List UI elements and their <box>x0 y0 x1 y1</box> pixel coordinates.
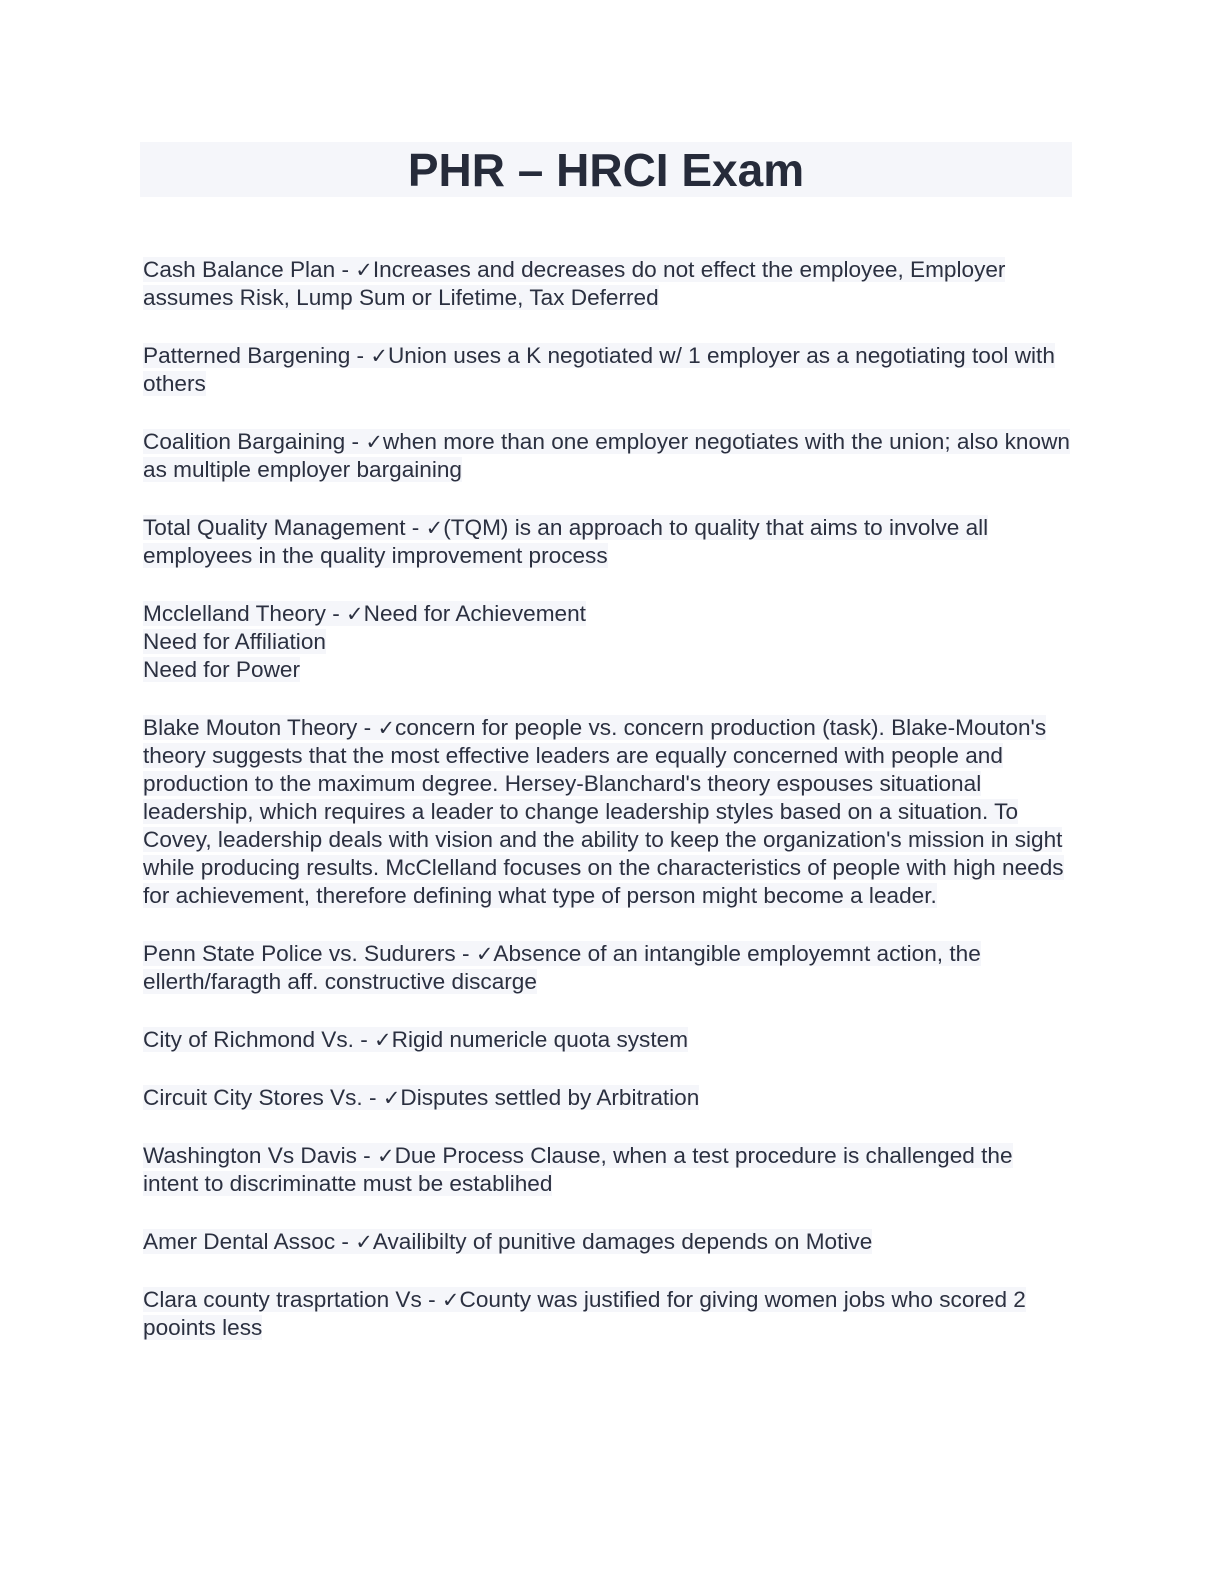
check-mark-icon: ✓ <box>370 344 388 368</box>
flashcard-entry <box>143 1228 1073 1256</box>
flashcard-entry <box>143 342 1073 398</box>
flashcard-entry <box>143 1286 1073 1342</box>
entry-term: Patterned Bargening <box>143 343 351 368</box>
title-band <box>140 142 1072 197</box>
entry-term: Washington Vs Davis <box>143 1143 357 1168</box>
entry-text <box>143 429 1070 482</box>
entry-text <box>143 1287 1026 1340</box>
entry-text <box>143 1143 1013 1196</box>
check-mark-icon: ✓ <box>377 716 396 740</box>
entry-definition: Union uses a K negotiated w/ 1 employer as a negotiating tool with others <box>143 343 1055 396</box>
entry-text <box>143 1229 872 1254</box>
entry-text <box>143 941 981 994</box>
entry-definition: Need for Affiliation <box>143 629 326 654</box>
entry-term: Clara county trasprtation Vs <box>143 1287 422 1312</box>
entry-text <box>143 1027 688 1052</box>
entry-text-continued <box>143 657 300 682</box>
entry-definition: Need for Achievement <box>363 601 586 626</box>
entry-term: Cash Balance Plan <box>143 257 336 282</box>
entry-separator: - <box>345 429 366 454</box>
entry-term: Mcclelland Theory <box>143 601 326 626</box>
check-mark-icon: ✓ <box>382 1086 401 1110</box>
flashcard-entry <box>143 940 1073 996</box>
flashcard-entry <box>143 1026 1073 1054</box>
entry-separator: - <box>356 1143 377 1168</box>
entry-definition: (TQM) is an approach to quality that aims to involve all employees in the quality improvement process <box>143 515 989 568</box>
flashcard-entry <box>143 600 1073 684</box>
entry-term: Circuit City Stores Vs. <box>143 1085 363 1110</box>
entry-separator: - <box>455 941 476 966</box>
check-mark-icon: ✓ <box>425 516 444 540</box>
entry-separator: - <box>335 257 356 282</box>
entry-definition: when more than one employer negotiates with the union; also known as multiple employer bargaining <box>143 429 1070 482</box>
entry-separator: - <box>350 343 371 368</box>
flashcard-entry <box>143 1142 1073 1198</box>
entry-text-continued <box>143 629 326 654</box>
flashcard-list <box>143 256 1073 1372</box>
entry-separator: - <box>335 1229 356 1254</box>
entry-term: Coalition Bargaining <box>143 429 346 454</box>
check-mark-icon: ✓ <box>346 602 364 626</box>
entry-term: Penn State Police vs. Sudurers <box>143 941 456 966</box>
entry-term: Blake Mouton Theory <box>143 715 358 740</box>
check-mark-icon: ✓ <box>475 942 494 966</box>
entry-definition: County was justified for giving women jobs who scored 2 pooints less <box>143 1287 1026 1340</box>
entry-separator: - <box>357 715 378 740</box>
entry-definition: Increases and decreases do not effect the employee, Employer assumes Risk, Lump Sum or Lifetime, Tax Deferred <box>143 257 1006 310</box>
check-mark-icon: ✓ <box>376 1144 395 1168</box>
entry-text <box>143 1085 699 1110</box>
check-mark-icon: ✓ <box>355 258 373 282</box>
entry-definition: Due Process Clause, when a test procedure is challenged the intent to discriminatte must be establihed <box>143 1143 1013 1196</box>
flashcard-entry <box>143 428 1073 484</box>
check-mark-icon: ✓ <box>374 1028 392 1052</box>
entry-separator: - <box>362 1085 383 1110</box>
entry-definition: Rigid numericle quota system <box>391 1027 689 1052</box>
entry-separator: - <box>353 1027 375 1052</box>
page-title: PHR – HRCI Exam <box>407 144 805 196</box>
entry-text <box>143 343 1055 396</box>
entry-separator: - <box>421 1287 442 1312</box>
entry-term: Total Quality Management <box>143 515 406 540</box>
check-mark-icon: ✓ <box>365 430 383 454</box>
entry-text <box>143 515 988 568</box>
entry-definition: Availibilty of punitive damages depends on Motive <box>372 1229 873 1254</box>
entry-definition: Need for Power <box>143 657 300 682</box>
flashcard-entry <box>143 514 1073 570</box>
entry-definition: Disputes settled by Arbitration <box>400 1085 700 1110</box>
entry-separator: - <box>325 601 347 626</box>
entry-text <box>143 715 1064 908</box>
entry-term: City of Richmond Vs. <box>143 1027 354 1052</box>
flashcard-entry <box>143 256 1073 312</box>
entry-definition: Absence of an intangible employemnt action, the ellerth/faragth aff. constructive discarge <box>143 941 981 994</box>
entry-text <box>143 601 586 626</box>
entry-term: Amer Dental Assoc <box>143 1229 336 1254</box>
entry-definition: concern for people vs. concern production (task). Blake-Mouton's theory suggests that the most effective leaders are equally concerned with people and production to the maximum degree. Hersey-Blanchard's theory espouses situational leadership, which requires a leader to change leadership styles based on a situation. To Covey, leadership deals with vision and the ability to keep the organization's mission in sight while producing results. McClelland focuses on the characteristics of people with high needs for achievement, therefore defining what type of person might become a leader. <box>143 715 1064 908</box>
flashcard-entry <box>143 1084 1073 1112</box>
check-mark-icon: ✓ <box>441 1288 460 1312</box>
entry-separator: - <box>405 515 426 540</box>
flashcard-entry <box>143 714 1073 910</box>
entry-text <box>143 257 1005 310</box>
check-mark-icon: ✓ <box>355 1230 373 1254</box>
